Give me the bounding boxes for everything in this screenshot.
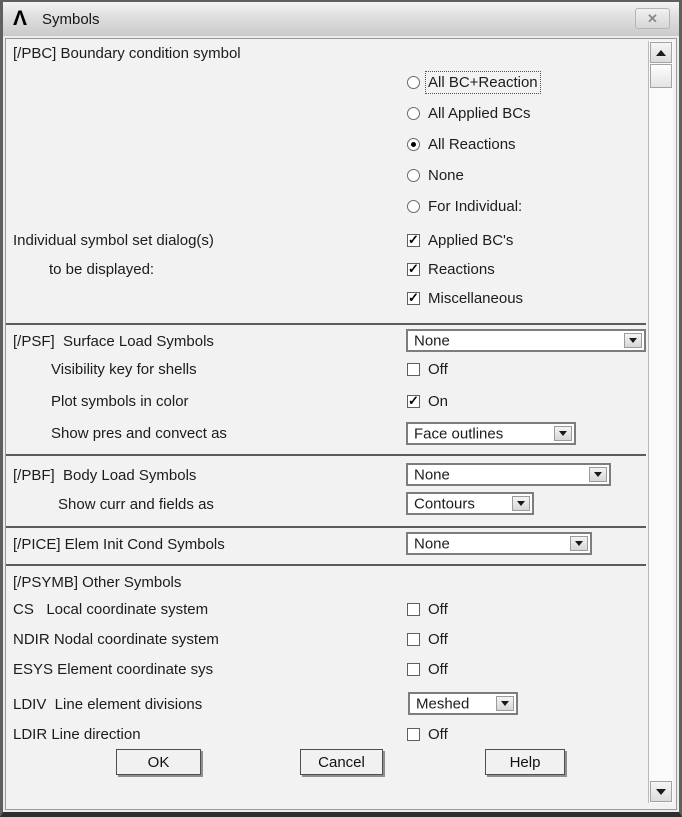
- psf-section-header: [/PSF] Surface Load Symbols: [13, 332, 214, 350]
- checkbox-visibility-off[interactable]: [407, 359, 448, 379]
- help-button[interactable]: Help: [485, 749, 565, 775]
- radio-label: All Applied BCs: [428, 104, 531, 122]
- checkbox-unchecked-icon: [407, 363, 420, 376]
- radio-icon: [407, 107, 420, 120]
- checkbox-ndir-off[interactable]: [407, 629, 448, 649]
- pbf-section-header: [/PBF] Body Load Symbols: [13, 466, 197, 484]
- ldiv-label: LDIV Line element divisions: [13, 695, 203, 713]
- scroll-up-icon: [656, 50, 666, 56]
- checkbox-checked-icon: [407, 292, 420, 305]
- esys-label: ESYS Element coordinate sys: [13, 660, 214, 678]
- checkbox-label: Off: [428, 600, 448, 618]
- scroll-down-button[interactable]: [650, 781, 672, 802]
- radio-label: All Reactions: [428, 135, 516, 153]
- section-separator: [6, 323, 646, 325]
- psymb-section-header: [/PSYMB] Other Symbols: [13, 573, 182, 591]
- checkbox-ldir-off[interactable]: [407, 724, 448, 744]
- ldir-label: LDIR Line direction: [13, 725, 141, 743]
- checkbox-checked-icon: [407, 395, 420, 408]
- checkbox-label: Off: [428, 660, 448, 678]
- checkbox-miscellaneous[interactable]: [407, 288, 523, 308]
- visibility-key-label: Visibility key for shells: [51, 360, 197, 378]
- close-button[interactable]: [635, 8, 670, 29]
- dropdown-value: Face outlines: [414, 425, 504, 442]
- dropdown-arrow-button[interactable]: [496, 696, 514, 711]
- scrollbar-track[interactable]: [649, 88, 673, 780]
- radio-for-individual[interactable]: [407, 196, 522, 216]
- curr-fields-dropdown[interactable]: [406, 492, 534, 515]
- show-pres-convect-label: Show pres and convect as: [51, 424, 227, 442]
- scroll-down-icon: [656, 789, 666, 795]
- show-curr-fields-label: Show curr and fields as: [58, 495, 214, 513]
- checkbox-label: Applied BC's: [428, 231, 514, 249]
- radio-icon: [407, 76, 420, 89]
- checkbox-unchecked-icon: [407, 633, 420, 646]
- checkbox-label: Off: [428, 630, 448, 648]
- checkbox-label: Reactions: [428, 260, 495, 278]
- chevron-down-icon: [629, 338, 637, 343]
- section-separator: [6, 454, 646, 456]
- radio-icon: [407, 169, 420, 182]
- checkbox-applied-bcs[interactable]: [407, 230, 513, 250]
- cs-label: CS Local coordinate system: [13, 600, 209, 618]
- psf-surface-load-dropdown[interactable]: [406, 329, 646, 352]
- ansys-logo-icon: [13, 9, 33, 29]
- dropdown-value: Contours: [414, 495, 475, 512]
- radio-all-reactions[interactable]: [407, 134, 516, 154]
- radio-label: None: [428, 166, 464, 184]
- chevron-down-icon: [559, 431, 567, 436]
- radio-all-bc-reaction[interactable]: [407, 72, 538, 92]
- dropdown-arrow-button[interactable]: [512, 496, 530, 511]
- dropdown-value: None: [414, 466, 450, 483]
- dropdown-arrow-button[interactable]: [624, 333, 642, 348]
- checkbox-esys-off[interactable]: [407, 659, 448, 679]
- close-icon: [647, 12, 658, 25]
- checkbox-checked-icon: [407, 263, 420, 276]
- radio-label: For Individual:: [428, 197, 523, 215]
- dropdown-value: Meshed: [416, 695, 470, 712]
- ok-button[interactable]: OK: [116, 749, 201, 775]
- title-bar[interactable]: [3, 2, 679, 36]
- checkbox-cs-off[interactable]: [407, 599, 448, 619]
- dropdown-arrow-button[interactable]: [589, 467, 607, 482]
- radio-icon: [407, 200, 420, 213]
- checkbox-label: Off: [428, 360, 448, 378]
- cancel-button[interactable]: Cancel: [300, 749, 383, 775]
- checkbox-label: Off: [428, 725, 448, 743]
- radio-none[interactable]: [407, 165, 464, 185]
- section-separator: [6, 564, 646, 566]
- checkbox-checked-icon: [407, 234, 420, 247]
- ndir-label: NDIR Nodal coordinate system: [13, 630, 219, 648]
- checkbox-reactions[interactable]: [407, 259, 495, 279]
- checkbox-plot-color-on[interactable]: [407, 391, 448, 411]
- pres-convect-dropdown[interactable]: [406, 422, 576, 445]
- chevron-down-icon: [575, 541, 583, 546]
- dialog-content: [5, 38, 677, 810]
- radio-icon-selected: [407, 138, 420, 151]
- dropdown-arrow-button[interactable]: [570, 536, 588, 551]
- dropdown-value: None: [414, 535, 450, 552]
- checkbox-label: Miscellaneous: [428, 289, 524, 307]
- checkbox-unchecked-icon: [407, 728, 420, 741]
- scroll-up-button[interactable]: [650, 42, 672, 63]
- individual-dialogs-label-line2: to be displayed:: [49, 260, 155, 278]
- scrollbar-thumb[interactable]: [650, 64, 672, 88]
- vertical-scrollbar[interactable]: [648, 41, 673, 803]
- pbf-body-load-dropdown[interactable]: [406, 463, 611, 486]
- section-separator: [6, 526, 646, 528]
- radio-label: All BC+Reaction: [428, 73, 538, 91]
- window-title: Symbols: [42, 10, 100, 28]
- pbc-section-header: [/PBC] Boundary condition symbol: [13, 45, 241, 62]
- dropdown-arrow-button[interactable]: [554, 426, 572, 441]
- plot-symbols-color-label: Plot symbols in color: [51, 392, 189, 410]
- chevron-down-icon: [501, 701, 509, 706]
- checkbox-unchecked-icon: [407, 663, 420, 676]
- checkbox-label: On: [428, 392, 449, 410]
- chevron-down-icon: [517, 501, 525, 506]
- checkbox-unchecked-icon: [407, 603, 420, 616]
- ldiv-divisions-dropdown[interactable]: [408, 692, 518, 715]
- dropdown-value: None: [414, 332, 450, 349]
- radio-all-applied-bcs[interactable]: [407, 103, 531, 123]
- chevron-down-icon: [594, 472, 602, 477]
- pice-elem-init-dropdown[interactable]: [406, 532, 592, 555]
- individual-dialogs-label-line1: Individual symbol set dialog(s): [13, 231, 214, 249]
- pice-section-header: [/PICE] Elem Init Cond Symbols: [13, 535, 225, 553]
